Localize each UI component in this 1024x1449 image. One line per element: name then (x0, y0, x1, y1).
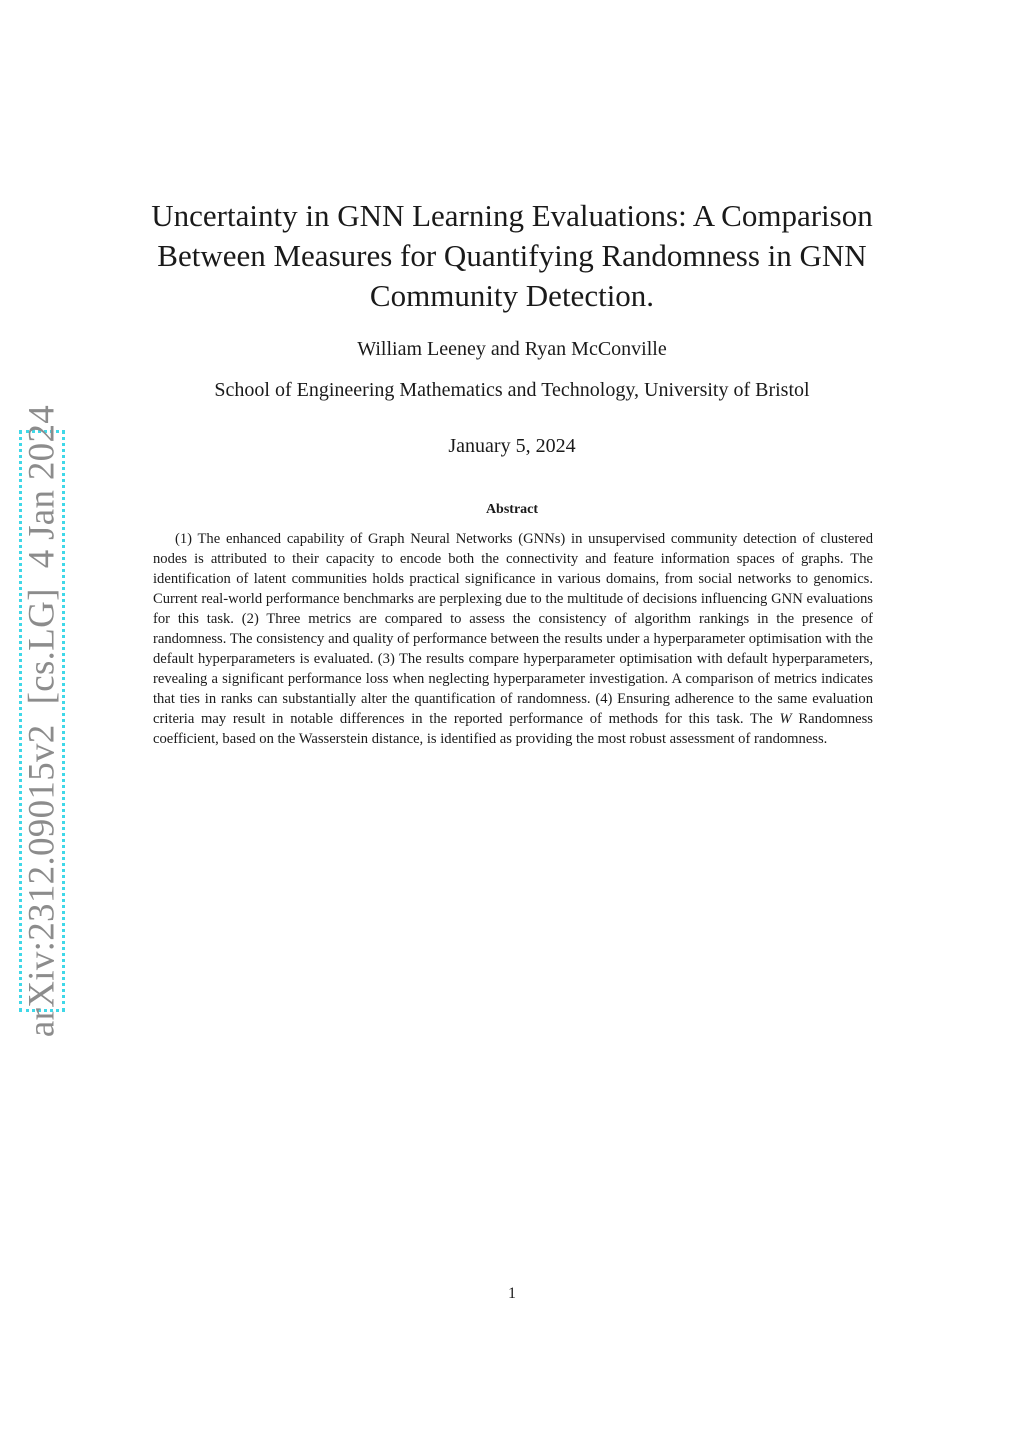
arxiv-date: 4 Jan 2024 (21, 404, 63, 569)
title-line: Community Detection. (369, 278, 655, 313)
paper-affiliation: School of Engineering Mathematics and Technology, University of Bristol (214, 379, 810, 401)
abstract-text-part2: Randomness coefficient, based on the Wasserstein distance, is identified as providing the most robust assessment of randomness. (153, 711, 873, 747)
paper-date: January 5, 2024 (448, 435, 576, 457)
arxiv-category: [cs.LG] (21, 588, 63, 705)
title-line: Uncertainty in GNN Learning Evaluations: A Comparison (151, 198, 873, 233)
abstract-body (153, 529, 873, 749)
abstract-italic-w: W (779, 711, 792, 727)
abstract-text-part1: (1) The enhanced capability of Graph Neural Networks (GNNs) in unsupervised community detection of clustered nodes is attributed to their capacity to encode both the connectivity and feature information spaces of graphs. The identification of latent communities holds practical significance in various domains, from social networks to genomics. Current real-world performance benchmarks are perplexing due to the multitude of decisions influencing GNN evaluations for this task. (2) Three metrics are compared to assess the consistency of algorithm rankings in the presence of randomness. The consistency and quality of performance between the results under a hyperparameter optimisation with the default hyperparameters is evaluated. (3) The results compare hyperparameter optimisation with default hyperparameters, revealing a significant performance loss when neglecting hyperparameter investigation. A comparison of metrics indicates that ties in ranks can substantially alter the quantification of randomness. (4) Ensuring adherence to the same evaluation criteria may result in notable differences in the reported performance of methods for this task. The (153, 531, 873, 727)
title-line: Between Measures for Quantifying Randomness in GNN (157, 238, 867, 273)
arxiv-stamp-text (21, 405, 64, 1037)
arxiv-stamp (19, 404, 65, 1038)
abstract-heading: Abstract (485, 502, 539, 517)
paper-title (112, 196, 912, 316)
page-number: 1 (508, 1285, 516, 1302)
arxiv-id[interactable]: arXiv:2312.09015v2 (21, 724, 63, 1038)
paper-authors: William Leeney and Ryan McConville (357, 338, 667, 360)
